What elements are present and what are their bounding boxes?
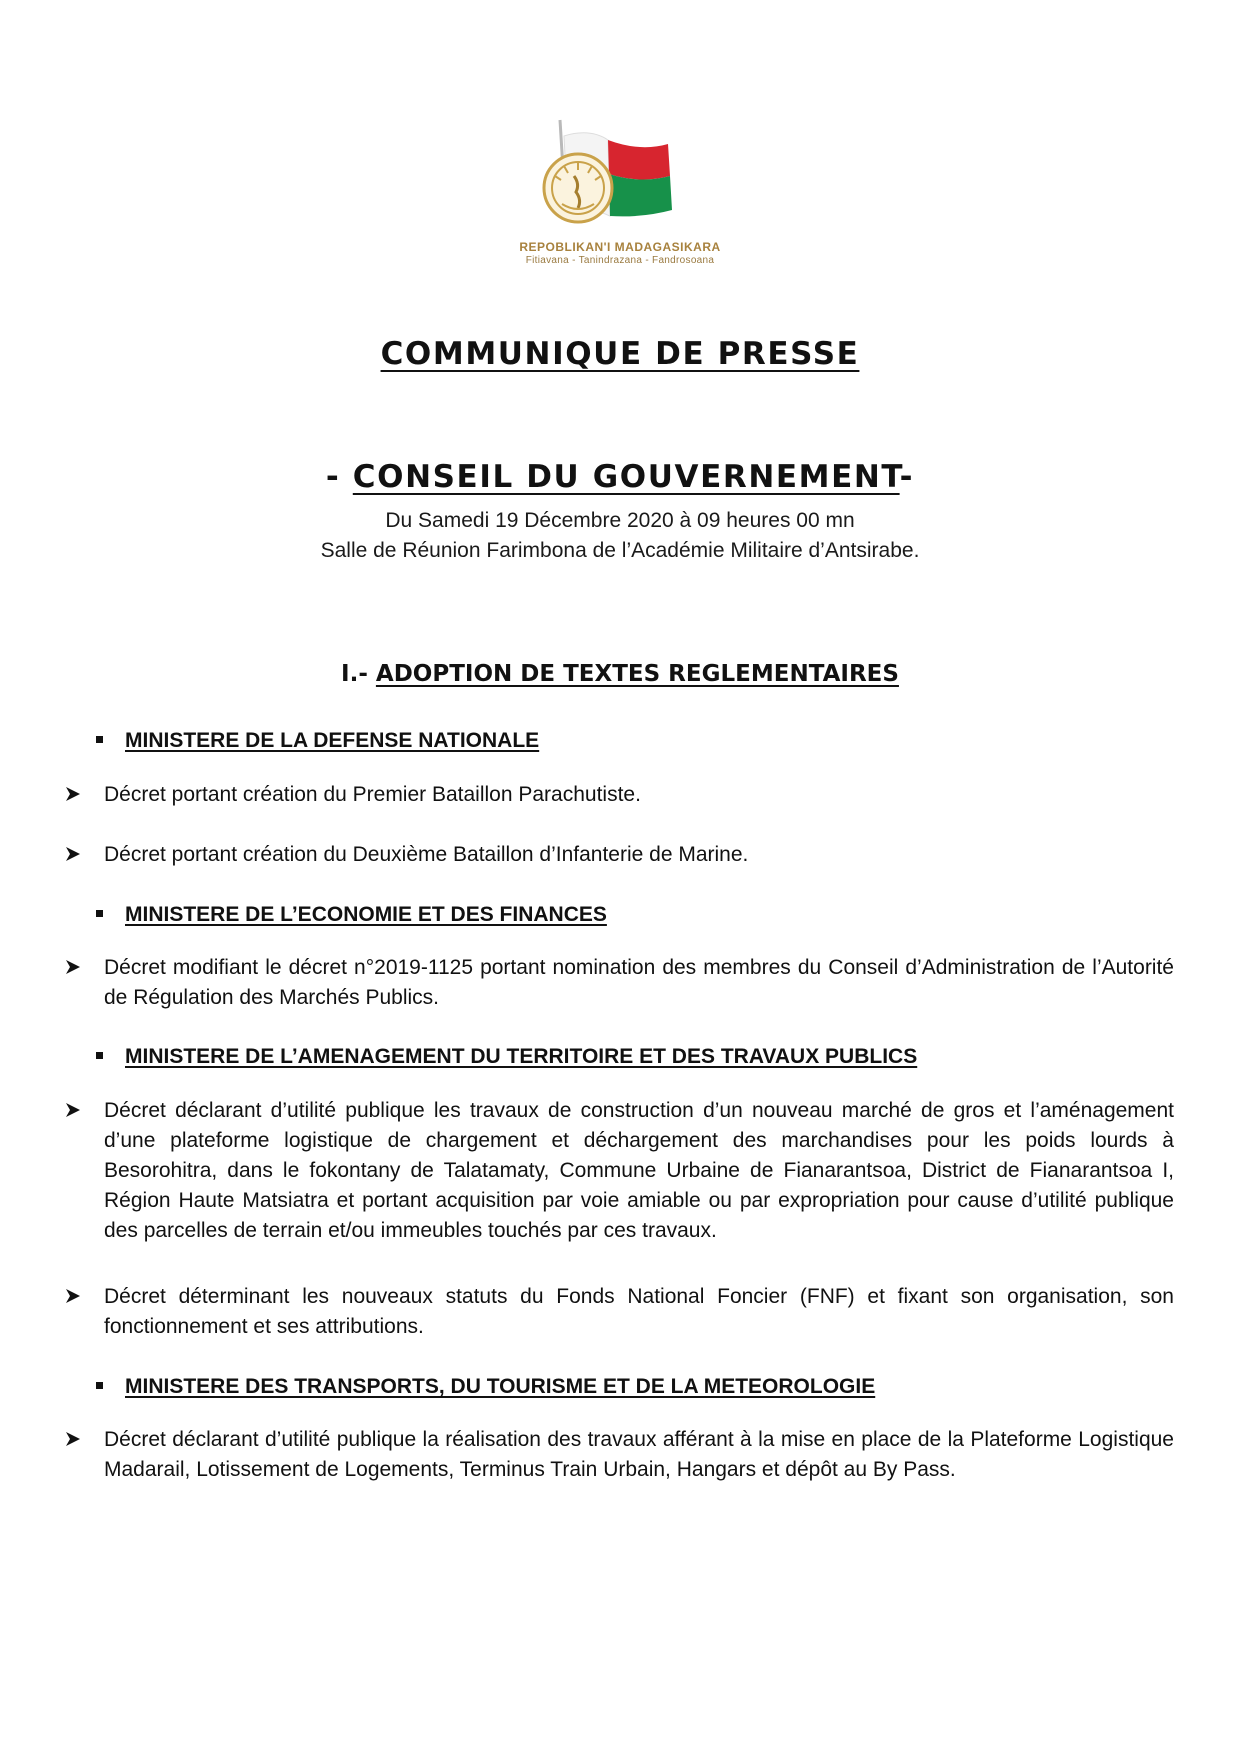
- council-title: [0, 459, 1240, 495]
- ministry-name: MINISTERE DES TRANSPORTS, DU TOURISME ET DE LA METEOROLOGIE: [125, 1375, 876, 1398]
- decree-item: [64, 1425, 1174, 1485]
- decree-text: Décret portant création du Premier Bataillon Parachutiste.: [104, 783, 641, 806]
- decree-text: Décret déclarant d’utilité publique les travaux de construction d’un nouveau marché de gros et l’aménagement d’une plateforme logistique de chargement et déchargement des marchandises pour les poids lourds à Besorohitra, dans le fokontany de Talatamaty, Commune Urbaine de Fianarantsoa, District de Fianarantsoa I, Région Haute Matsiatra et portant acquisition par voie amiable ou par expropriation pour cause d’utilité publique des parcelles de terrain et/ou immeubles touchés par ces travaux.: [104, 1099, 1174, 1242]
- ministry-heading: [96, 903, 607, 927]
- decree-text: Décret modifiant le décret n°2019-1125 portant nomination des membres du Conseil d’Administration de l’Autorité de Régulation des Marchés Publics.: [104, 956, 1174, 1009]
- ministry-heading: [96, 1045, 917, 1069]
- section-heading: [0, 661, 1240, 687]
- meeting-place: Salle de Réunion Farimbona de l’Académie Militaire d’Antsirabe.: [320, 539, 920, 562]
- decree-text: Décret portant création du Deuxième Bataillon d’Infanterie de Marine.: [104, 843, 749, 866]
- decree-text: Décret déterminant les nouveaux statuts du Fonds National Foncier (FNF) et fixant son organisation, son fonctionnement et ses attributions.: [104, 1285, 1174, 1338]
- republic-logo: [470, 118, 770, 268]
- logo-republic-name: REPOBLIKAN'I MADAGASIKARA: [519, 240, 721, 254]
- arrowhead-bullet-icon: [64, 1101, 82, 1119]
- meeting-date: Du Samedi 19 Décembre 2020 à 09 heures 00 mn: [385, 509, 855, 532]
- square-bullet-icon: [96, 910, 103, 917]
- council-suffix: -: [899, 459, 915, 495]
- section-number: I.-: [341, 661, 376, 687]
- ministry-heading: [96, 729, 539, 753]
- council-prefix: -: [325, 459, 353, 495]
- logo-motto: Fitiavana - Tanindrazana - Fandrosoana: [525, 255, 715, 266]
- square-bullet-icon: [96, 1052, 103, 1059]
- flag-seal-icon: [530, 118, 710, 236]
- ministry-heading: [96, 1375, 875, 1399]
- arrowhead-bullet-icon: [64, 1287, 82, 1305]
- decree-item: [64, 953, 1174, 1013]
- square-bullet-icon: [96, 736, 103, 743]
- decree-text: Décret déclarant d’utilité publique la réalisation des travaux afférant à la mise en place de la Plateforme Logistique Madarail, Lotissement de Logements, Terminus Train Urbain, Hangars et dépôt au By Pass.: [104, 1428, 1174, 1481]
- square-bullet-icon: [96, 1382, 103, 1389]
- ministry-name: MINISTERE DE LA DEFENSE NATIONALE: [125, 729, 540, 752]
- arrowhead-bullet-icon: [64, 1430, 82, 1448]
- decree-item: [64, 1096, 1174, 1246]
- page-title: [0, 336, 1240, 372]
- decree-item: [64, 840, 1174, 870]
- section-title-text: ADOPTION DE TEXTES REGLEMENTAIRES: [375, 661, 899, 687]
- council-title-text: CONSEIL DU GOUVERNEMENT: [352, 459, 900, 495]
- page-title-text: COMMUNIQUE DE PRESSE: [380, 336, 860, 372]
- ministry-name: MINISTERE DE L’AMENAGEMENT DU TERRITOIRE ET DES TRAVAUX PUBLICS: [125, 1045, 918, 1068]
- arrowhead-bullet-icon: [64, 785, 82, 803]
- arrowhead-bullet-icon: [64, 958, 82, 976]
- decree-item: [64, 1282, 1174, 1342]
- arrowhead-bullet-icon: [64, 845, 82, 863]
- ministry-name: MINISTERE DE L’ECONOMIE ET DES FINANCES: [125, 903, 607, 926]
- decree-item: [64, 780, 1174, 810]
